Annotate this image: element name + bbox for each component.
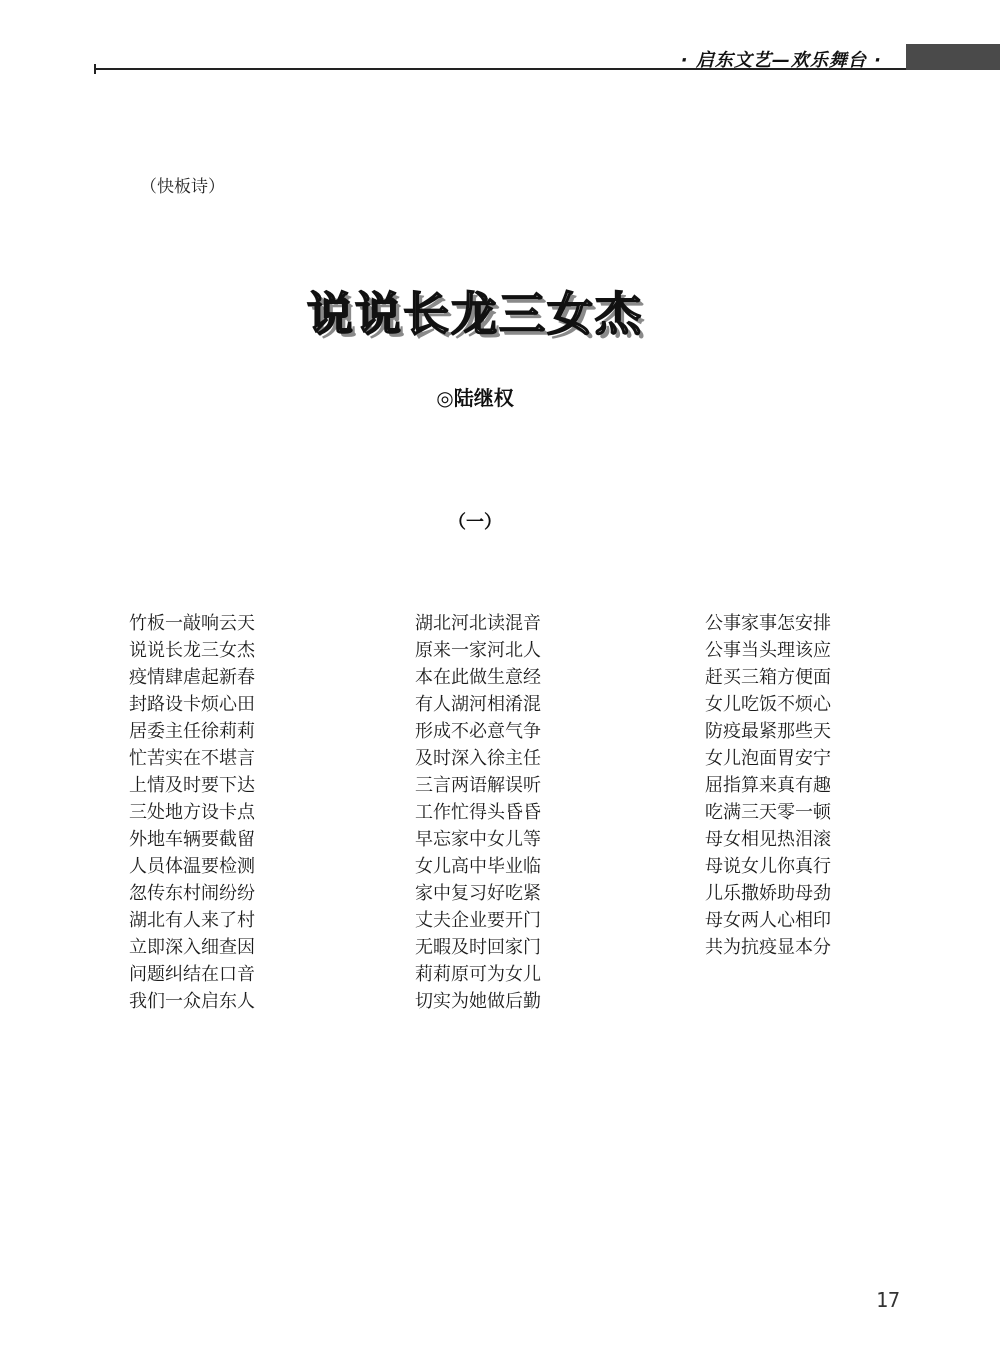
poem-line: 三言两语解误听 [415, 775, 541, 796]
poem-line: 外地车辆要截留 [129, 829, 255, 850]
poem-line: 女儿高中毕业临 [415, 856, 541, 877]
poem-line: 防疫最紧那些天 [705, 721, 831, 742]
poem-line: 母女两人心相印 [705, 910, 831, 931]
poem-line: 早忘家中女儿等 [415, 829, 541, 850]
poem-line: 封路设卡烦心田 [129, 694, 255, 715]
author-byline: ◎陆继权 [436, 386, 514, 410]
poem-line: 儿乐撒娇助母劲 [705, 883, 831, 904]
poem-line: 母女相见热泪滚 [705, 829, 831, 850]
poem-column-3 [705, 610, 831, 961]
poem-line: 有人湖河相淆混 [415, 694, 541, 715]
poem-line: 女儿泡面胃安宁 [705, 748, 831, 769]
poem-line: 及时深入徐主任 [415, 748, 541, 769]
poem-line: 三处地方设卡点 [129, 802, 255, 823]
poem-line: 公事当头理该应 [705, 640, 831, 661]
section-heading: （一） [448, 512, 502, 533]
poem-line: 我们一众启东人 [129, 991, 255, 1012]
poem-line: 家中复习好吃紧 [415, 883, 541, 904]
poem-line: 赶买三箱方便面 [705, 667, 831, 688]
poem-line: 疫情肆虐起新春 [129, 667, 255, 688]
poem-line: 莉莉原可为女儿 [415, 964, 541, 985]
poem-line: 问题纠结在口音 [129, 964, 255, 985]
running-header-title: · 启东文艺—欢乐舞台 · [680, 50, 882, 71]
poem-title: 说说长龙三女杰 [307, 287, 643, 341]
poem-line: 无暇及时回家门 [415, 937, 541, 958]
poem-line: 湖北有人来了村 [129, 910, 255, 931]
poem-line: 忽传东村闹纷纷 [129, 883, 255, 904]
poem-line: 忙苦实在不堪言 [129, 748, 255, 769]
poem-line: 母说女儿你真行 [705, 856, 831, 877]
poem-column-2 [415, 610, 541, 1015]
poem-line: 丈夫企业要开门 [415, 910, 541, 931]
poem-line: 工作忙得头昏昏 [415, 802, 541, 823]
poem-line: 湖北河北读混音 [415, 613, 541, 634]
poem-line: 竹板一敲响云天 [129, 613, 255, 634]
poem-line: 本在此做生意经 [415, 667, 541, 688]
poem-line: 公事家事怎安排 [705, 613, 831, 634]
poem-line: 屈指算来真有趣 [705, 775, 831, 796]
poem-line: 形成不必意气争 [415, 721, 541, 742]
poem-line: 切实为她做后勤 [415, 991, 541, 1012]
genre-tag: （快板诗） [140, 177, 225, 197]
poem-line: 原来一家河北人 [415, 640, 541, 661]
poem-line: 人员体温要检测 [129, 856, 255, 877]
poem-column-1 [129, 610, 255, 1015]
page-number: 17 [876, 1288, 901, 1312]
poem-line: 女儿吃饭不烦心 [705, 694, 831, 715]
poem-line: 共为抗疫显本分 [705, 937, 831, 958]
header-tab-block [906, 44, 1000, 70]
poem-line: 立即深入细查因 [129, 937, 255, 958]
poem-line: 上情及时要下达 [129, 775, 255, 796]
poem-line: 吃满三天零一顿 [705, 802, 831, 823]
poem-line: 居委主任徐莉莉 [129, 721, 255, 742]
poem-line: 说说长龙三女杰 [129, 640, 255, 661]
